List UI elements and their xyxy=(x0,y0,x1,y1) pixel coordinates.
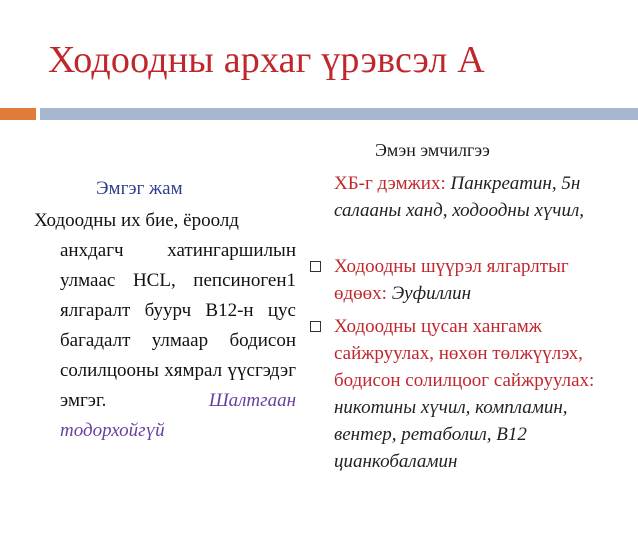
title-rule xyxy=(40,108,638,120)
right-intro-label: ХБ-г дэмжих: xyxy=(334,173,451,194)
left-body-first-line: Ходоодны их бие, ёроолд xyxy=(34,210,239,231)
bullet-italic: Эуфиллин xyxy=(391,283,472,304)
bullet-italic: никотины хүчил, компламин, вентер, ретаболил, B12 цианкобаламин xyxy=(334,397,568,472)
bullet-label: Ходоодны шүүрэл ялгарлтыг өдөөх: xyxy=(334,256,569,304)
left-body-rest: анхдагч хатингаршилын улмаас HCL, пепсиноген1 ялгаралт буурч B12-н цус багадалт улмаар бодисон солилцооны хямрал үүсгэдэг эмгэг. xyxy=(60,240,296,411)
bullet-label: Ходоодны цусан хангамж сайжруулах, нөхөн төлжүүлэх, бодисон солилцоог сайжруулах: xyxy=(334,316,595,391)
left-heading: Эмгэг жам xyxy=(96,178,183,199)
slide-title: Ходоодны архаг үрэвсэл А xyxy=(48,39,485,81)
title-rule-accent xyxy=(0,108,36,120)
right-intro xyxy=(334,170,624,224)
bullet-item xyxy=(310,313,626,475)
bullet-item xyxy=(310,253,626,307)
square-bullet-icon xyxy=(310,321,321,332)
square-bullet-icon xyxy=(310,261,321,272)
left-body-text xyxy=(34,236,296,446)
right-intro-italic: Панкреатин, 5н салааны ханд, ходоодны хүчил, xyxy=(334,173,584,221)
left-body-italic: Шалтгаан тодорхойгүй xyxy=(60,390,296,441)
right-heading: Эмэн эмчилгээ xyxy=(375,140,490,160)
bullet-text xyxy=(310,313,626,475)
bullet-text xyxy=(310,253,626,307)
left-body xyxy=(34,206,296,446)
